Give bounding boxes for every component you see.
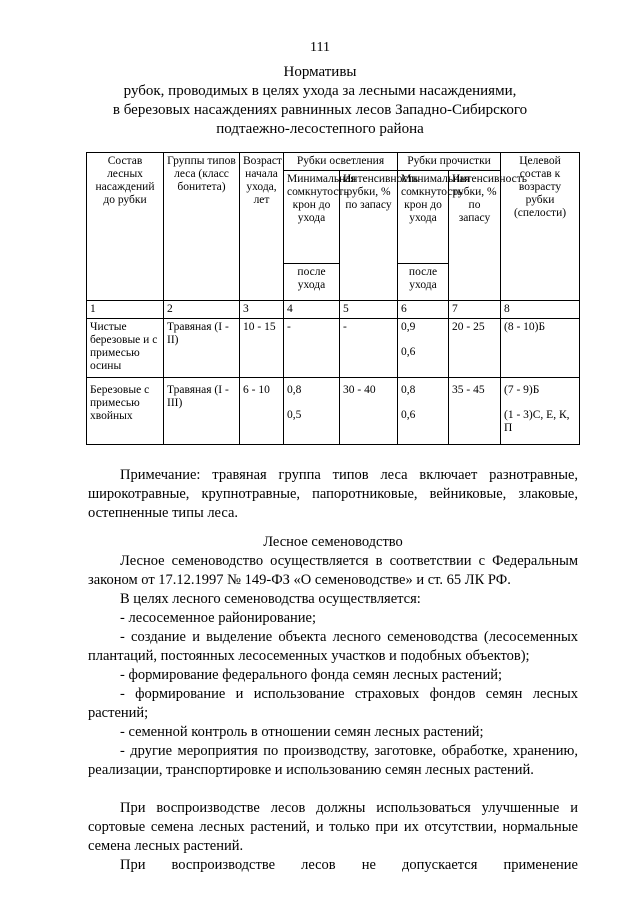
target-admixture: (1 - 3)С, Е, К, П bbox=[504, 409, 570, 434]
header-target-composition: Целевой состав к возрасту рубки (спелости) bbox=[501, 153, 580, 301]
column-number: 1 bbox=[87, 301, 164, 319]
header-min-density-clearing: Минимальная сомкнутость крон до ухода bbox=[284, 171, 340, 264]
header-composition: Состав лесных насаждений до рубки bbox=[87, 153, 164, 301]
header-intensity-thinning: Интенсивность рубки, % по запасу bbox=[449, 171, 501, 301]
cell-thinning-intensity: 35 - 45 bbox=[449, 378, 501, 445]
column-number: 2 bbox=[164, 301, 240, 319]
clearing-density-after: 0,5 bbox=[287, 409, 302, 421]
table-number-row bbox=[87, 301, 580, 319]
thinning-density-before: 0,8 bbox=[401, 384, 416, 396]
list-item: - создание и выделение объекта лесного семеноводства (лесосеменных плантаций, постоянных лесосеменных участков и подобных объектов); bbox=[88, 629, 578, 664]
paragraph-seeds: При воспроизводстве лесов должны использоваться улучшенные и сортовые семена лесных растений, и только при их отсутствии, нормальные семена лесных растений. bbox=[88, 800, 578, 854]
column-number: 7 bbox=[449, 301, 501, 319]
list-item: - формирование федерального фонда семян лесных растений; bbox=[120, 667, 502, 683]
column-number: 8 bbox=[501, 301, 580, 319]
header-thinning-cuts: Рубки прочистки bbox=[398, 153, 501, 171]
title-line: подтаежно-лесостепного района bbox=[216, 121, 424, 137]
column-number: 4 bbox=[284, 301, 340, 319]
title-line: рубок, проводимых в целях ухода за лесными насаждениями, bbox=[123, 83, 517, 99]
page-number: 111 bbox=[310, 40, 330, 55]
column-number: 6 bbox=[398, 301, 449, 319]
cell-clearing-intensity: - bbox=[340, 319, 398, 378]
table-row bbox=[87, 378, 580, 445]
cell-target-composition bbox=[501, 319, 580, 378]
header-intensity-clearing: Интенсивность рубки, % по запасу bbox=[340, 171, 398, 301]
header-after-care-clearing: после ухода bbox=[284, 264, 340, 301]
paragraph-intro: Лесное семеноводство осуществляется в соответствии с Федеральным законом от 17.12.1997 № 149-ФЗ «О семеноводстве» и ст. 65 ЛК РФ. bbox=[88, 553, 578, 588]
list-item: - лесосеменное районирование; bbox=[120, 610, 316, 626]
title-line: Нормативы bbox=[283, 64, 357, 80]
target-main: (7 - 9)Б bbox=[504, 384, 540, 396]
header-min-density-thinning: Минимальная сомкнутость крон до ухода bbox=[398, 171, 449, 264]
table-row bbox=[87, 319, 580, 378]
cell-clearing-intensity: 30 - 40 bbox=[340, 378, 398, 445]
clearing-density-before: 0,8 bbox=[287, 384, 302, 396]
paragraph-restriction: При воспроизводстве лесов не допускается применение bbox=[120, 857, 578, 873]
thinning-density-before: 0,9 bbox=[401, 321, 416, 333]
cell-composition: Чистые березовые и с примесью осины bbox=[87, 319, 164, 378]
cell-target-composition bbox=[501, 378, 580, 445]
title-line: в березовых насаждениях равнинных лесов Западно-Сибирского bbox=[112, 102, 528, 118]
cell-start-age: 6 - 10 bbox=[240, 378, 284, 445]
cell-forest-group: Травяная (I - II) bbox=[164, 319, 240, 378]
document-title bbox=[60, 63, 580, 139]
column-number: 5 bbox=[340, 301, 398, 319]
thinning-density-after: 0,6 bbox=[401, 409, 416, 421]
norms-table bbox=[86, 152, 580, 445]
header-after-care-thinning: после ухода bbox=[398, 264, 449, 301]
list-item: - семенной контроль в отношении семян лесных растений; bbox=[120, 724, 484, 740]
thinning-density-after: 0,6 bbox=[401, 346, 416, 358]
header-clearing-cuts: Рубки осветления bbox=[284, 153, 398, 171]
list-item: - формирование и использование страховых фондов семян лесных растений; bbox=[88, 686, 578, 721]
cell-composition: Березовые с примесью хвойных bbox=[87, 378, 164, 445]
cell-thinning-density bbox=[398, 378, 449, 445]
column-number: 3 bbox=[240, 301, 284, 319]
cell-forest-group: Травяная (I - III) bbox=[164, 378, 240, 445]
target-main: (8 - 10)Б bbox=[504, 321, 546, 333]
cell-clearing-density bbox=[284, 319, 340, 378]
cell-thinning-intensity: 20 - 25 bbox=[449, 319, 501, 378]
cell-thinning-density bbox=[398, 319, 449, 378]
cell-start-age: 10 - 15 bbox=[240, 319, 284, 378]
clearing-density-before: - bbox=[287, 321, 291, 333]
header-start-age: Возраст начала ухода, лет bbox=[240, 153, 284, 301]
table-note: Примечание: травяная группа типов леса включает разнотравные, широкотравные, крупнотравные, папоротниковые, вейниковые, злаковые, остепненные типы леса. bbox=[88, 467, 578, 521]
header-forest-group: Группы типов леса (класс бонитета) bbox=[164, 153, 240, 301]
table-header-row bbox=[87, 153, 580, 171]
section-title: Лесное семеноводство bbox=[263, 534, 403, 550]
cell-clearing-density bbox=[284, 378, 340, 445]
list-item: - другие мероприятия по производству, заготовке, обработке, хранению, реализации, транспортировке и использованию семян лесных растений. bbox=[88, 743, 578, 778]
paragraph-purposes: В целях лесного семеноводства осуществляется: bbox=[120, 591, 421, 607]
